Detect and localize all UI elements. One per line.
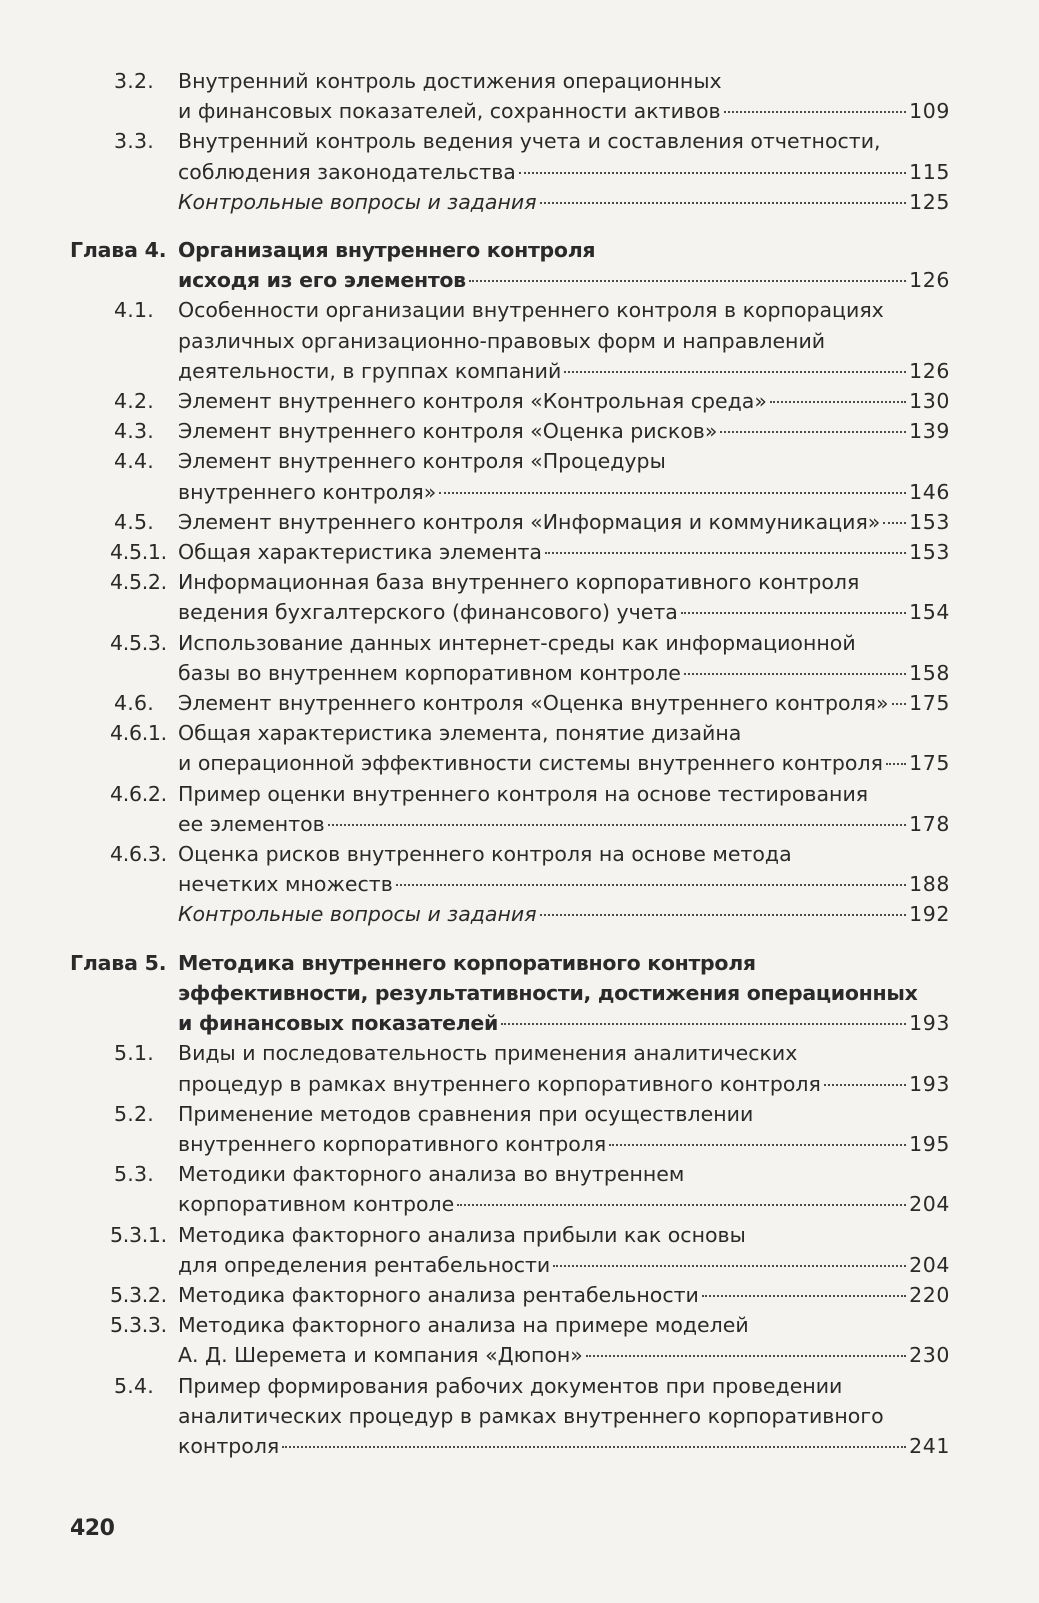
toc-entry-number: 5.3.1. [110, 1222, 167, 1247]
dot-leader [457, 1204, 906, 1206]
dot-leader [282, 1446, 906, 1448]
toc-title-text: Внутренний контроль ведения учета и составления отчетности, [178, 129, 881, 154]
toc-entry [70, 537, 950, 567]
toc-entry-number: 4.6.2. [110, 781, 167, 806]
toc-title-text: Виды и последовательность применения аналитических [178, 1041, 798, 1066]
toc-entry [70, 416, 950, 446]
toc-entry-number: Глава 5. [70, 950, 167, 975]
toc-entry-title [178, 948, 950, 1039]
toc-page-number: 153 [909, 509, 950, 534]
toc-entry-title [178, 416, 950, 446]
toc-title-line [178, 597, 950, 627]
toc-title-text: ведения бухгалтерского (финансового) учета [178, 600, 678, 625]
toc-entry-number: 5.2. [114, 1101, 154, 1126]
toc-entry-title [178, 1280, 950, 1310]
toc-entry-number: 5.4. [114, 1373, 154, 1398]
toc-entry-number: 3.2. [114, 69, 154, 93]
toc-entry-title [178, 66, 950, 126]
toc-title-text: А. Д. Шеремета и компания «Дюпон» [178, 1343, 583, 1368]
dot-leader [553, 1265, 906, 1267]
toc-chapter-entry [70, 235, 950, 295]
toc-questions-entry [70, 899, 950, 929]
toc-title-line [178, 235, 950, 265]
toc-title-line [178, 1220, 950, 1250]
toc-page-number: 175 [909, 751, 950, 776]
toc-title-text: для определения рентабельности [178, 1252, 551, 1277]
dot-leader [720, 431, 906, 433]
toc-title-line [178, 1280, 950, 1310]
toc-entry-number: 5.3. [114, 1162, 154, 1187]
toc-title-text: Внутренний контроль достижения операционных [178, 69, 722, 93]
toc-entry-title [178, 1038, 950, 1098]
toc-title-text: внутреннего контроля» [178, 479, 437, 504]
toc-chapter-entry [70, 948, 950, 1039]
toc-title-text: Методика факторного анализа рентабельности [178, 1282, 699, 1307]
toc-page-number: 178 [909, 811, 950, 836]
toc-title-line [178, 1431, 950, 1461]
dot-leader [684, 673, 906, 675]
toc-title-text: ее элементов [178, 811, 325, 836]
toc-entry [70, 718, 950, 778]
toc-title-text: Элемент внутреннего контроля «Оценка рисков» [178, 419, 718, 444]
dot-leader [564, 371, 906, 373]
toc-title-line [178, 66, 950, 96]
toc-page-number: 193 [909, 1071, 950, 1096]
toc-title-line [178, 1310, 950, 1340]
toc-entry-number: 4.6.1. [110, 721, 167, 746]
toc-title-line [178, 356, 950, 386]
toc-entry [70, 628, 950, 688]
toc-title-text: корпоративном контроле [178, 1192, 455, 1217]
toc-title-line [178, 628, 950, 658]
toc-title-line [178, 839, 950, 869]
toc-entry [70, 1038, 950, 1098]
dot-leader [469, 280, 906, 282]
toc-entry [70, 567, 950, 627]
toc-title-line [178, 748, 950, 778]
toc-page-number: 146 [909, 479, 950, 504]
toc-page-number: 241 [909, 1433, 950, 1458]
toc-title-line [178, 899, 950, 929]
toc-page-number: 130 [909, 389, 950, 414]
toc-page-number: 175 [909, 691, 950, 716]
toc-title-line [178, 126, 950, 156]
toc-title-text: Элемент внутреннего контроля «Оценка внутреннего контроля» [178, 691, 889, 716]
toc-title-line [178, 157, 950, 187]
toc-title-line [178, 537, 950, 567]
toc-title-text: эффективности, результативности, достижения операционных [178, 980, 918, 1005]
toc-entry-number: 4.6. [114, 691, 154, 716]
toc-page-number: 192 [909, 902, 950, 927]
toc-title-text: Информационная база внутреннего корпоративного контроля [178, 570, 860, 595]
dot-leader [770, 401, 906, 403]
toc-entry [70, 1099, 950, 1159]
toc-title-text: соблюдения законодательства [178, 159, 516, 184]
toc-title-text: Особенности организации внутреннего контроля в корпорациях [178, 298, 884, 323]
dot-leader [702, 1295, 906, 1297]
toc-title-text: базы во внутреннем корпоративном контроле [178, 660, 681, 685]
toc-title-line [178, 779, 950, 809]
table-of-contents [70, 66, 950, 1461]
toc-page-number: 204 [909, 1192, 950, 1217]
toc-title-line [178, 1401, 950, 1431]
toc-title-line [178, 567, 950, 597]
toc-entry [70, 295, 950, 386]
toc-page-number: 109 [909, 99, 950, 124]
toc-title-text: Элемент внутреннего контроля «Информация и коммуникация» [178, 509, 881, 534]
toc-page-number: 126 [909, 358, 950, 383]
toc-entry-title [178, 628, 950, 688]
dot-leader [540, 202, 907, 204]
toc-title-line [178, 265, 950, 295]
toc-entry-title [178, 507, 950, 537]
toc-title-text: Пример формирования рабочих документов при проведении [178, 1373, 843, 1398]
dot-leader [824, 1084, 906, 1086]
toc-title-text: Оценка рисков внутреннего контроля на основе метода [178, 842, 792, 867]
toc-title-line [178, 658, 950, 688]
toc-title-line [178, 386, 950, 416]
toc-questions-entry [70, 187, 950, 217]
toc-title-text: Применение методов сравнения при осуществлении [178, 1101, 754, 1126]
dot-leader [540, 914, 907, 916]
toc-title-line [178, 477, 950, 507]
toc-entry [70, 779, 950, 839]
toc-title-text: и финансовых показателей, сохранности активов [178, 99, 721, 124]
page-number: 420 [70, 1516, 115, 1541]
toc-entry-number: 5.1. [114, 1041, 154, 1066]
toc-entry [70, 1159, 950, 1219]
dot-leader [586, 1355, 906, 1357]
toc-title-text: процедур в рамках внутреннего корпоративного контроля [178, 1071, 821, 1096]
toc-title-line [178, 416, 950, 446]
toc-title-line [178, 869, 950, 899]
toc-title-text: Контрольные вопросы и задания [178, 189, 537, 214]
toc-title-line [178, 326, 950, 356]
toc-entry-title [178, 839, 950, 899]
toc-page-number: 153 [909, 540, 950, 565]
toc-page-number: 220 [909, 1282, 950, 1307]
toc-entry-number: 4.4. [114, 449, 154, 474]
toc-entry-number: 4.3. [114, 419, 154, 444]
toc-title-text: Методика факторного анализа прибыли как основы [178, 1222, 746, 1247]
toc-entry-title [178, 235, 950, 295]
toc-entry [70, 66, 950, 126]
toc-entry-title [178, 1220, 950, 1280]
toc-title-text: Общая характеристика элемента, понятие дизайна [178, 721, 742, 746]
toc-title-line [178, 187, 950, 217]
dot-leader [681, 612, 906, 614]
dot-leader [545, 552, 906, 554]
toc-entry-number: 4.5.2. [110, 570, 167, 595]
toc-title-line [178, 96, 950, 126]
dot-leader [883, 522, 906, 524]
dot-leader [892, 703, 907, 705]
toc-entry [70, 1280, 950, 1310]
toc-entry-title [178, 1099, 950, 1159]
toc-entry-number: 4.1. [114, 298, 154, 323]
toc-title-line [178, 1371, 950, 1401]
toc-page-number: 139 [909, 419, 950, 444]
toc-entry-number: 4.5. [114, 509, 154, 534]
toc-entry-number: 5.3.3. [110, 1313, 167, 1338]
toc-page-number: 204 [909, 1252, 950, 1277]
toc-title-text: Методика внутреннего корпоративного контроля [178, 950, 756, 975]
toc-title-text: Методика факторного анализа на примере моделей [178, 1313, 749, 1338]
toc-title-text: Пример оценки внутреннего контроля на основе тестирования [178, 781, 869, 806]
dot-leader [396, 884, 906, 886]
toc-entry [70, 688, 950, 718]
toc-title-line [178, 446, 950, 476]
toc-entry-title [178, 295, 950, 386]
toc-title-line [178, 295, 950, 325]
toc-entry-number: 4.6.3. [110, 842, 167, 867]
toc-page-number: 193 [909, 1011, 950, 1036]
toc-entry-title [178, 1159, 950, 1219]
toc-entry-number: 5.3.2. [110, 1282, 167, 1307]
toc-entry-title [178, 187, 950, 217]
dot-leader [328, 824, 906, 826]
toc-entry-number: 3.3. [114, 129, 154, 154]
toc-title-text: Контрольные вопросы и задания [178, 902, 537, 927]
toc-title-line [178, 978, 950, 1008]
toc-title-text: и финансовых показателей [178, 1011, 499, 1036]
toc-title-text: Использование данных интернет-среды как информационной [178, 630, 856, 655]
toc-title-text: Общая характеристика элемента [178, 540, 542, 565]
toc-entry [70, 839, 950, 899]
toc-entry-title [178, 126, 950, 186]
toc-title-text: и операционной эффективности системы внутреннего контроля [178, 751, 883, 776]
toc-title-line [178, 688, 950, 718]
toc-page-number: 158 [909, 660, 950, 685]
toc-entry-number: 4.2. [114, 389, 154, 414]
toc-entry-number: Глава 4. [70, 238, 167, 263]
toc-entry [70, 1371, 950, 1462]
toc-entry-title [178, 1310, 950, 1370]
toc-page-number: 195 [909, 1131, 950, 1156]
dot-leader [519, 172, 906, 174]
toc-title-line [178, 718, 950, 748]
toc-page-number: 188 [909, 872, 950, 897]
toc-entry [70, 1310, 950, 1370]
toc-title-line [178, 1340, 950, 1370]
toc-entry-number: 4.5.1. [110, 540, 167, 565]
toc-entry-title [178, 446, 950, 506]
toc-title-text: контроля [178, 1433, 280, 1458]
toc-title-text: Элемент внутреннего контроля «Процедуры [178, 449, 666, 474]
dot-leader [439, 492, 906, 494]
toc-title-line [178, 948, 950, 978]
toc-title-line [178, 1159, 950, 1189]
toc-entry-title [178, 899, 950, 929]
dot-leader [501, 1023, 906, 1025]
toc-entry [70, 1220, 950, 1280]
toc-entry [70, 126, 950, 186]
dot-leader [609, 1144, 906, 1146]
toc-entry-number: 4.5.3. [110, 630, 167, 655]
toc-entry-title [178, 688, 950, 718]
toc-title-line [178, 1038, 950, 1068]
toc-title-text: исходя из его элементов [178, 268, 466, 293]
toc-title-text: внутреннего корпоративного контроля [178, 1131, 607, 1156]
toc-entry [70, 507, 950, 537]
toc-page-number: 230 [909, 1343, 950, 1368]
toc-entry-title [178, 567, 950, 627]
toc-title-text: Методики факторного анализа во внутреннем [178, 1162, 685, 1187]
toc-entry [70, 386, 950, 416]
toc-title-text: Элемент внутреннего контроля «Контрольная среда» [178, 389, 767, 414]
toc-entry-title [178, 537, 950, 567]
toc-title-line [178, 1008, 950, 1038]
toc-title-text: различных организационно-правовых форм и направлений [178, 328, 826, 353]
dot-leader [724, 111, 906, 113]
toc-title-line [178, 1069, 950, 1099]
toc-entry-title [178, 779, 950, 839]
toc-title-line [178, 1189, 950, 1219]
toc-page-number: 126 [909, 268, 950, 293]
toc-page-number: 154 [909, 600, 950, 625]
toc-title-line [178, 809, 950, 839]
toc-title-line [178, 1099, 950, 1129]
toc-title-line [178, 507, 950, 537]
toc-title-line [178, 1250, 950, 1280]
toc-title-text: деятельности, в группах компаний [178, 358, 562, 383]
dot-leader [886, 763, 906, 765]
toc-title-text: аналитических процедур в рамках внутреннего корпоративного [178, 1403, 884, 1428]
toc-title-text: Организация внутреннего контроля [178, 238, 596, 263]
toc-entry-title [178, 1371, 950, 1462]
toc-entry-title [178, 386, 950, 416]
toc-title-text: нечетких множеств [178, 872, 393, 897]
toc-entry [70, 446, 950, 506]
toc-entry-title [178, 718, 950, 778]
toc-title-line [178, 1129, 950, 1159]
toc-page-number: 115 [909, 159, 950, 184]
toc-page-number: 125 [909, 189, 950, 214]
